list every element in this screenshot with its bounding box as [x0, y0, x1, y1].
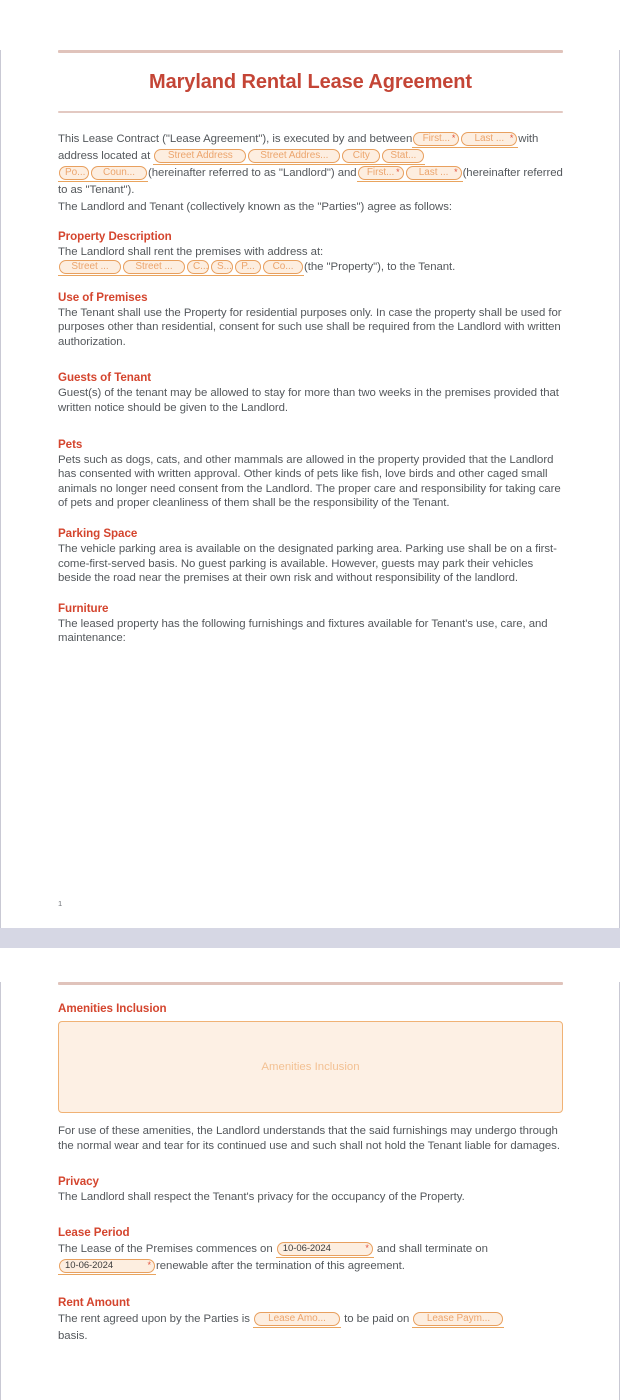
amenities-inclusion-body: For use of these amenities, the Landlord understands that the said furnishings may undergo through the normal wear and tear for its continued use and such shall not hold the Tenant liable for damages.	[58, 1125, 560, 1152]
lease-payment-wrap	[412, 1312, 504, 1328]
page2-header-rule	[58, 982, 563, 985]
section-property-description	[58, 230, 563, 276]
property-postal-code-placeholder: P...	[241, 260, 255, 272]
property-street-address-2-field[interactable]	[123, 260, 185, 274]
lease-period-text-1: The Lease of the Premises commences on	[58, 1242, 273, 1255]
lease-period-text-3: renewable after the termination of this agreement.	[156, 1259, 405, 1272]
parking-space-body: The vehicle parking area is available on the designated parking area. Parking use shall be on a first-come-first-served basis. No guest parking is available. However, guests may park their vehicles beside the road near the premises at their own risk and without responsibility of the landlord.	[58, 542, 557, 585]
lease-end-date-field[interactable]	[59, 1259, 155, 1273]
section-heading-amenities-inclusion: Amenities Inclusion	[58, 1002, 167, 1015]
furniture-list-blank-area	[58, 646, 563, 842]
amenities-inclusion-textarea[interactable]	[58, 1021, 563, 1113]
landlord-street-address-2-placeholder: Street Addres...	[260, 150, 329, 161]
document-viewer[interactable]	[0, 50, 620, 1400]
property-city-placeholder: C...	[193, 260, 209, 272]
lease-amount-wrap	[253, 1312, 341, 1328]
section-heading-furniture: Furniture	[58, 601, 109, 615]
landlord-state-wrap	[381, 149, 425, 165]
rent-amount-text-1: The rent agreed upon by the Parties is	[58, 1312, 250, 1325]
pets-body: Pets such as dogs, cats, and other mammals are allowed in the property provided that the Landlord has consented with written approval. Other kinds of pets like fish, love birds and other caged small animals no longer need consent from the Landlord. The proper care and responsibility for taking care of pets and proper cleanliness of them shall be the responsibility of the Tenant.	[58, 453, 561, 510]
intro-text-2: with address located at	[58, 133, 539, 162]
property-postal-wrap	[234, 260, 262, 276]
required-asterisk: *	[451, 133, 456, 143]
required-asterisk: *	[147, 1259, 151, 1270]
guests-of-tenant-body: Guest(s) of the tenant may be allowed to stay for more than two weeks in the premises provided that written notice should be given to the Landlord.	[58, 387, 559, 414]
lease-start-date-field[interactable]	[277, 1242, 373, 1256]
landlord-state-field[interactable]	[382, 149, 424, 163]
property-postal-code-field[interactable]	[235, 260, 261, 274]
landlord-first-name-placeholder: First...	[422, 133, 450, 144]
landlord-city-placeholder: City	[352, 150, 370, 161]
landlord-street-address-field[interactable]	[154, 149, 246, 163]
property-street2-wrap	[122, 260, 186, 276]
header-rule-top	[58, 50, 563, 53]
intro-paragraph	[58, 131, 563, 199]
property-state-placeholder: S...	[217, 260, 232, 272]
property-state-field[interactable]	[211, 260, 233, 274]
section-guests-of-tenant	[58, 371, 563, 415]
tenant-last-name-placeholder: Last ...	[418, 167, 449, 178]
property-city-wrap	[186, 260, 210, 276]
tenant-first-name-placeholder: First...	[366, 167, 395, 178]
lease-end-date-wrap	[58, 1259, 156, 1275]
landlord-street-address-2-field[interactable]	[248, 149, 340, 163]
landlord-postal-wrap	[58, 166, 90, 182]
intro-text-4: (hereinafter referred to as "Tenant").	[58, 167, 563, 196]
lease-start-date-value: 10-06-2024	[282, 1242, 331, 1254]
landlord-postal-code-placeholder: Po...	[65, 167, 86, 178]
lease-amount-field[interactable]	[254, 1312, 340, 1326]
page-separator	[0, 928, 620, 948]
property-street1-wrap	[58, 260, 122, 276]
landlord-last-name-field[interactable]	[461, 132, 517, 146]
property-street-address-2-placeholder: Street ...	[135, 260, 173, 272]
required-asterisk: *	[396, 167, 400, 177]
section-use-of-premises	[58, 291, 563, 350]
page-number: 1	[58, 899, 63, 908]
page-title: Maryland Rental Lease Agreement	[149, 71, 472, 93]
required-asterisk: *	[454, 167, 458, 177]
property-country-field[interactable]	[263, 260, 303, 274]
section-lease-period	[58, 1226, 563, 1275]
landlord-street1-wrap	[153, 149, 247, 165]
landlord-state-placeholder: Stat...	[390, 150, 417, 161]
section-heading-use-of-premises: Use of Premises	[58, 290, 148, 304]
intro-text-3: (hereinafter referred to as "Landlord") and	[148, 167, 357, 179]
section-heading-pets: Pets	[58, 437, 83, 451]
required-asterisk: *	[509, 133, 514, 143]
landlord-city-wrap	[341, 149, 381, 165]
document-page-1	[0, 50, 620, 928]
lease-start-date-wrap	[276, 1242, 374, 1258]
landlord-first-name-field[interactable]	[413, 132, 459, 146]
landlord-country-placeholder: Coun...	[103, 167, 135, 178]
amenities-inclusion-placeholder: Amenities Inclusion	[261, 1061, 360, 1073]
property-street-address-placeholder: Street ...	[71, 260, 109, 272]
required-asterisk: *	[365, 1242, 369, 1253]
section-furniture	[58, 602, 563, 646]
tenant-first-name-wrap	[357, 166, 405, 182]
privacy-body: The Landlord shall respect the Tenant's privacy for the occupancy of the Property.	[58, 1191, 465, 1204]
use-of-premises-body: The Tenant shall use the Property for residential purposes only. In case the property shall be used for purposes other than residential, consent for such use shall be required from the Landlord with written authorization.	[58, 306, 562, 348]
property-country-placeholder: Co...	[272, 260, 294, 272]
property-address-line	[58, 260, 563, 276]
section-pets	[58, 438, 563, 511]
landlord-street2-wrap	[247, 149, 341, 165]
landlord-first-name-wrap	[412, 132, 460, 148]
section-rent-amount	[58, 1296, 563, 1345]
property-description-lead: The Landlord shall rent the premises with address at:	[58, 246, 324, 258]
tenant-last-name-field[interactable]	[406, 166, 462, 180]
property-country-wrap	[262, 260, 304, 276]
landlord-country-field[interactable]	[91, 166, 147, 180]
section-amenities-inclusion	[58, 1002, 563, 1153]
tenant-last-name-wrap	[405, 166, 463, 182]
property-city-field[interactable]	[187, 260, 209, 274]
tenant-first-name-field[interactable]	[358, 166, 404, 180]
landlord-last-name-placeholder: Last ...	[474, 133, 505, 144]
property-street-address-field[interactable]	[59, 260, 121, 274]
landlord-street-address-placeholder: Street Address	[167, 150, 233, 161]
lease-payment-field[interactable]	[413, 1312, 503, 1326]
lease-period-text-2: and shall terminate on	[376, 1242, 488, 1255]
landlord-country-wrap	[90, 166, 148, 182]
landlord-postal-code-field[interactable]	[59, 166, 89, 180]
property-description-tail: (the "Property"), to the Tenant.	[304, 260, 456, 273]
lease-amount-placeholder: Lease Amo...	[268, 1312, 326, 1324]
property-state-wrap	[210, 260, 234, 276]
intro-text-1: This Lease Contract ("Lease Agreement"), is executed by and between	[58, 133, 413, 145]
section-privacy	[58, 1175, 563, 1205]
parties-agreement-line: The Landlord and Tenant (collectively known as the "Parties") agree as follows:	[58, 200, 452, 213]
section-heading-rent-amount: Rent Amount	[58, 1295, 130, 1309]
section-heading-property-description: Property Description	[58, 230, 172, 243]
section-heading-parking-space: Parking Space	[58, 526, 138, 540]
title-rule-bottom	[58, 111, 563, 113]
section-heading-privacy: Privacy	[58, 1175, 99, 1189]
rent-amount-text-3: basis.	[58, 1329, 88, 1342]
section-heading-lease-period: Lease Period	[58, 1225, 130, 1239]
section-heading-guests-of-tenant: Guests of Tenant	[58, 371, 152, 385]
landlord-city-field[interactable]	[342, 149, 380, 163]
lease-end-date-value: 10-06-2024	[65, 1259, 114, 1271]
rent-amount-text-2: to be paid on	[344, 1312, 410, 1325]
section-parking-space	[58, 527, 563, 586]
document-page-2	[0, 982, 620, 1400]
intro-block	[58, 131, 563, 215]
lease-period-body	[58, 1241, 563, 1275]
furniture-body: The leased property has the following furnishings and fixtures available for Tenant's use, care, and maintenance:	[58, 617, 548, 645]
lease-payment-placeholder: Lease Paym...	[426, 1312, 491, 1324]
landlord-last-name-wrap	[460, 132, 518, 148]
